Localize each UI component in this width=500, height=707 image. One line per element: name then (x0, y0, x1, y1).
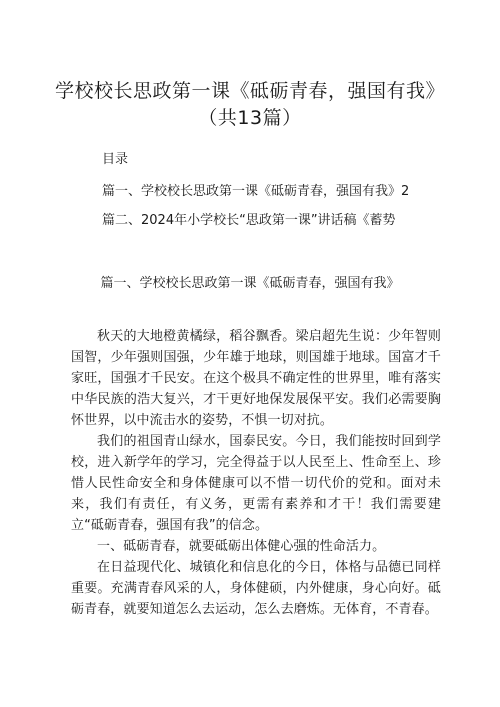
body-text (71, 326, 441, 620)
toc-item[interactable]: 篇二、2024年小学校长“思政第一课”讲话稿《蓄势 (102, 213, 396, 228)
toc-heading: 目录 (102, 152, 129, 167)
paragraph: 在日益现代化、城镇化和信息化的今日，体格与品德已同样重要。充满青春风采的人，身体健硕，内外健康，身心向好。砥砺青春，就要知道怎么去运动，怎么去磨炼。无体育，不青春。 (71, 560, 441, 617)
paragraph: 一、砥砺青春，就要砥砺出体健心强的性命活力。 (97, 539, 386, 554)
toc-item[interactable]: 篇一、学校校长思政第一课《砥砺青春，强国有我》2 (102, 184, 410, 199)
document-title: 学校校长思政第一课《砥砺青春，强国有我》 (54, 80, 445, 102)
paragraph: 我们的祖国青山绿水，国泰民安。今日，我们能按时回到学校，进入新学年的学习，完全得益于以人民至上、性命至上、珍惜人民性命安全和身体健康可以不惜一切代价的党和。面对未来，我们有责任，有义务，更需有素养和才干！我们需要建立“砥砺青春，强国有我”的信念。 (71, 434, 441, 533)
section-title: 篇一、学校校长思政第一课《砥砺青春，强国有我》 (100, 276, 400, 291)
paragraph: 秋天的大地橙黄橘绿，稻谷飘香。梁启超先生说：少年智则国智，少年强则国强，少年雄于地球，则国雄于地球。国富才千家旺，国强才千民安。在这个极具不确定性的世界里，唯有落实中华民族的浩大复兴，才干更好地保发展保平安。我们必需要胸怀世界，以中流击水的姿势，不惧一切对抗。 (71, 329, 441, 428)
document-subtitle: （共13篇） (198, 107, 302, 129)
